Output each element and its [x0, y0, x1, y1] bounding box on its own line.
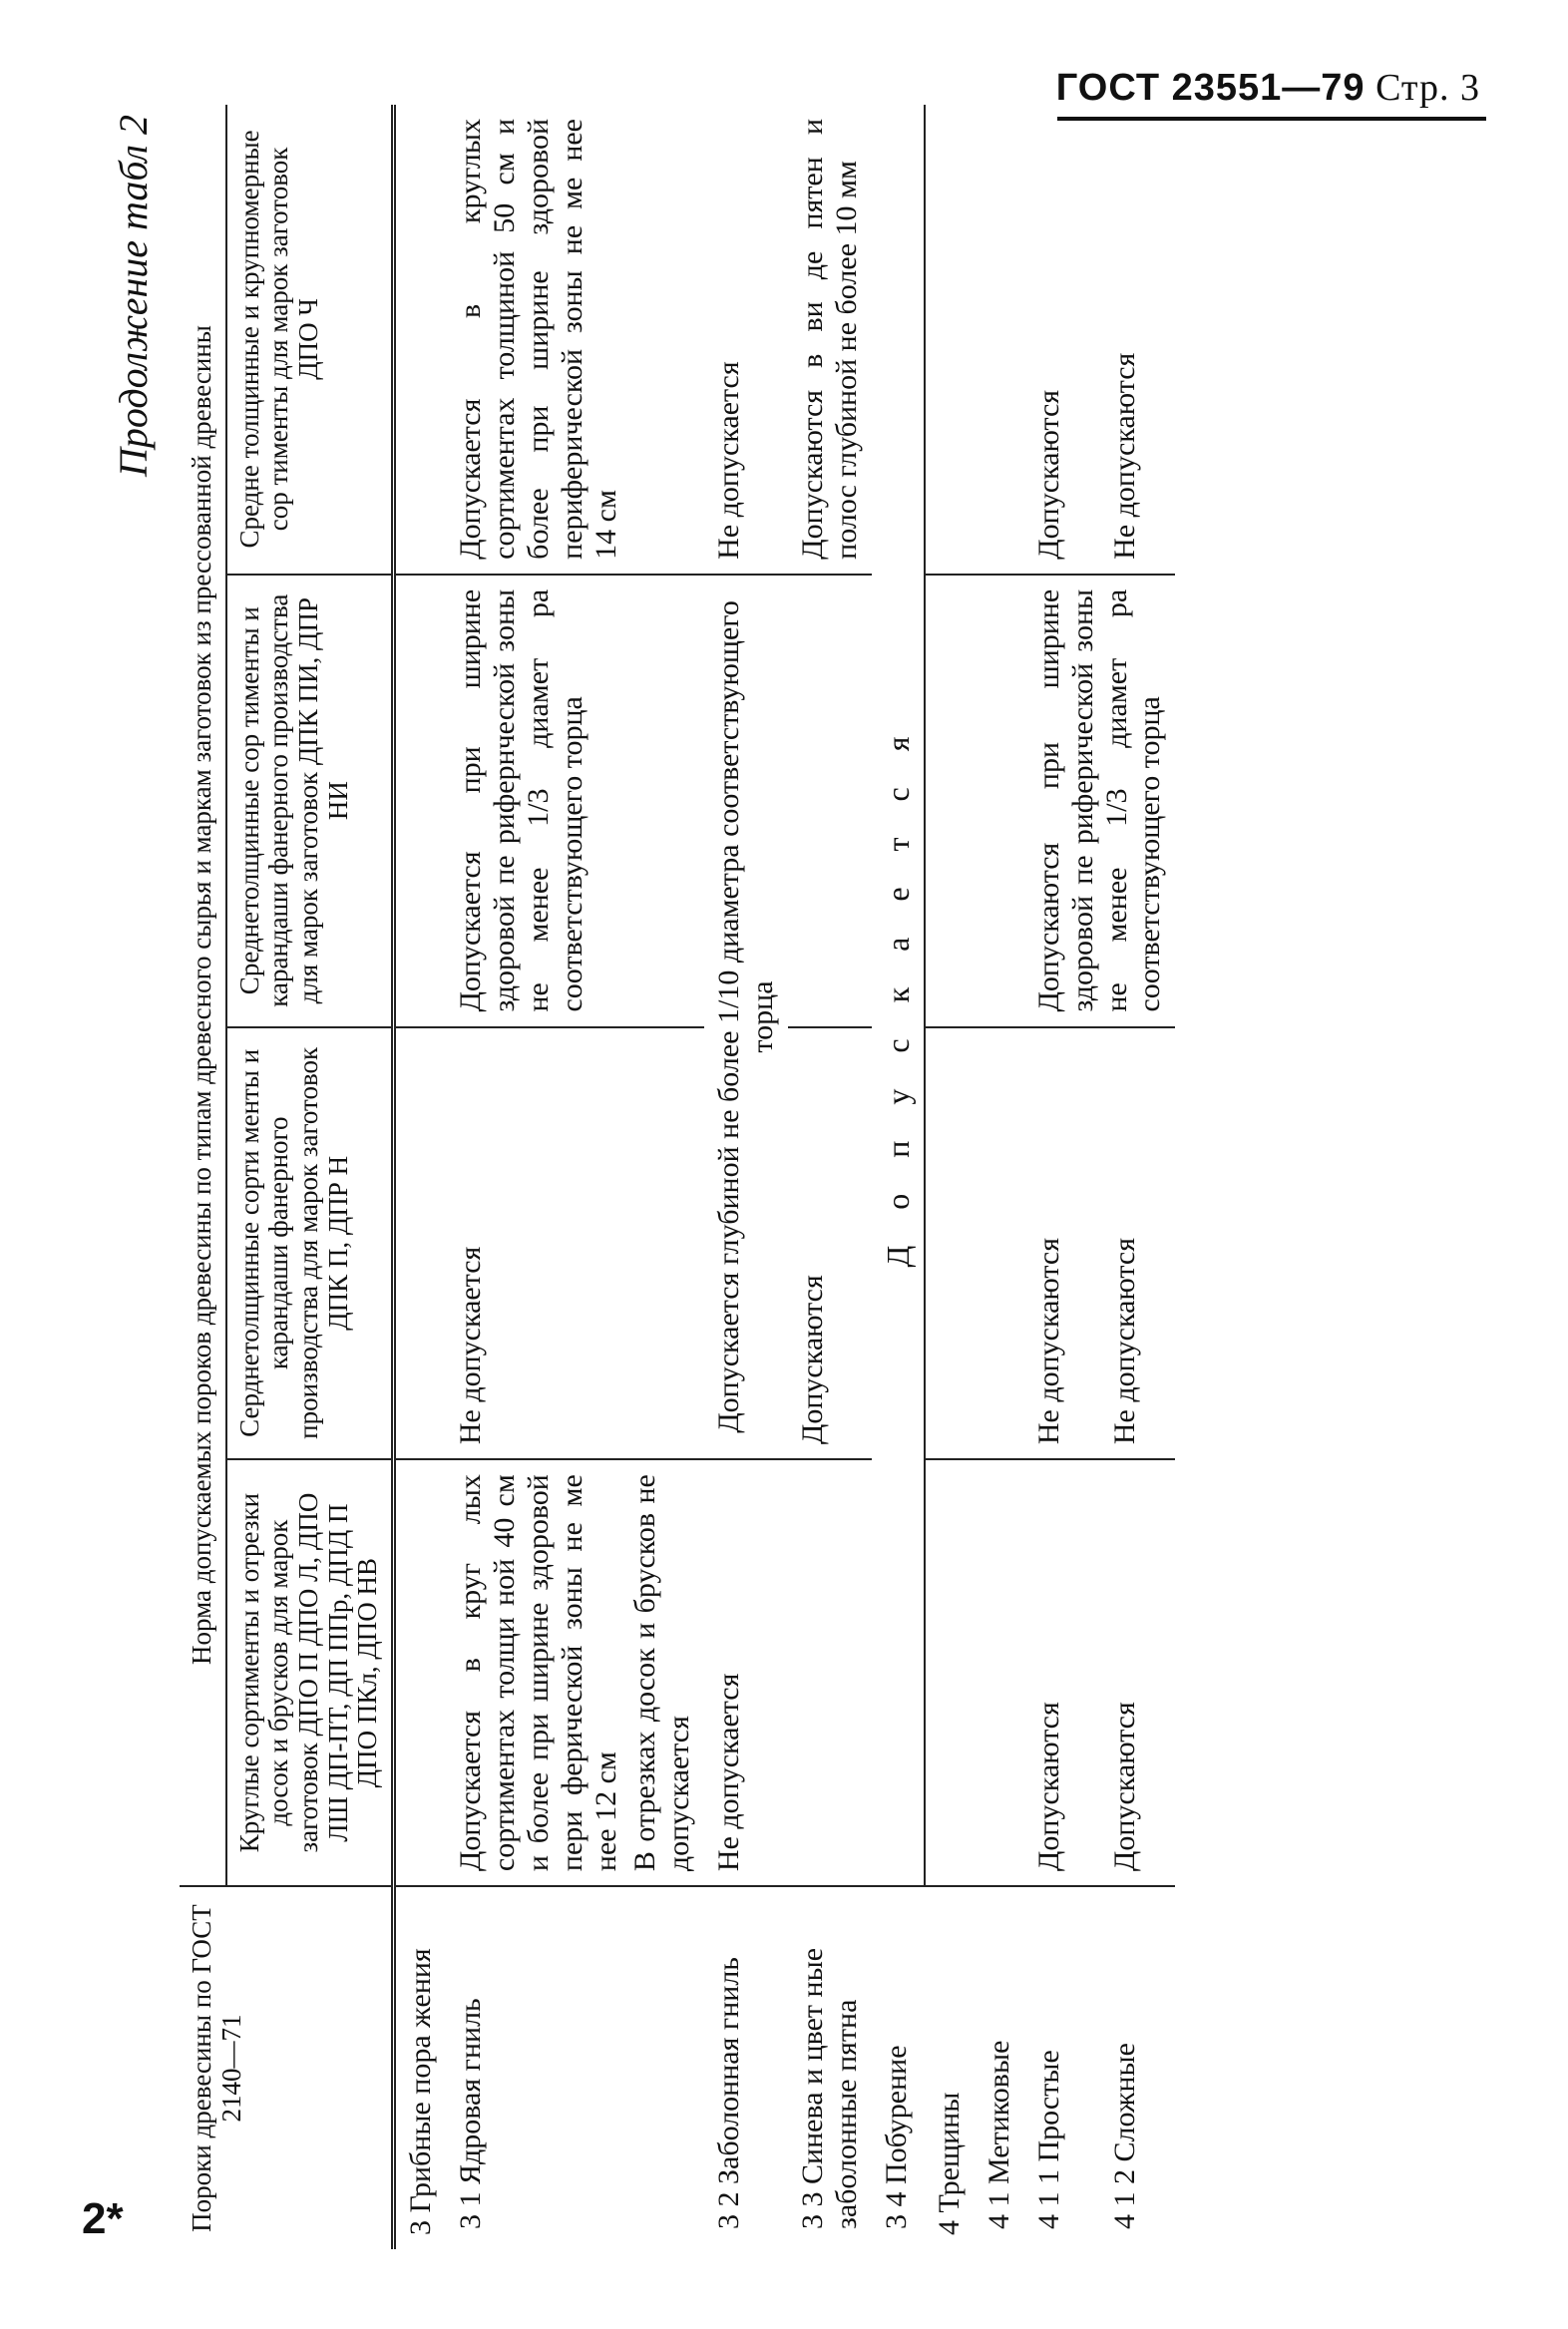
- defect-label: 3 3 Синева и цвет ные заболонные пятна: [796, 1947, 863, 2229]
- table-cell: Допускаются: [1100, 1459, 1176, 1886]
- table-cell: Не допускаются: [1024, 1027, 1100, 1460]
- table-cell: Не допускаются: [1100, 1027, 1176, 1460]
- defect-label: 3 4 Побурение: [879, 2045, 913, 2229]
- table-cell: Не допускается: [704, 1459, 788, 1886]
- table-caption: Продолжение табл 2: [111, 115, 156, 478]
- table-cell: Не допускаются: [1100, 105, 1176, 575]
- defect-label: 3 1 Ядровая гниль: [454, 1998, 488, 2229]
- defects-table: [180, 105, 1175, 2249]
- col-header-2: Серднетолщинные сорти менты и карандаши фанерного производства для марок заготовок ДПК П, ДПР Н: [226, 1027, 394, 1460]
- defect-label: 3 2 Заболонная гниль: [712, 1957, 746, 2229]
- table-cell: Допускаются при ширине здоровой пе риферической зоны не менее 1/3 диамет ра соответствующего торца: [1024, 575, 1176, 1027]
- table-cell: Допускаются в ви де пятен и полос глубиной не более 10 мм: [788, 105, 872, 575]
- table-row: [975, 105, 1024, 2249]
- defect-label: 4 Трещины: [932, 2092, 966, 2235]
- table-cell: [446, 1459, 704, 1886]
- page-header: [1056, 66, 1480, 110]
- table-row: [446, 105, 704, 2249]
- table-row: [1024, 105, 1100, 2249]
- table-row: [1100, 105, 1176, 2249]
- table-cell: Допускаются: [1024, 105, 1100, 575]
- table-row: [872, 105, 925, 2249]
- cell-text: В отрезках досок и брусков не допускается: [628, 1474, 696, 1872]
- table-row: [394, 105, 446, 2249]
- table-cell: Допускается в круглых сортиментах толщиной 50 см и более при ширине здоровой периферической зоны не ме нее 14 см: [446, 105, 704, 575]
- table-row: [788, 105, 872, 2249]
- defect-label: 3 Грибные пора жения: [404, 1948, 438, 2235]
- table-cell: Не допускается: [704, 105, 788, 575]
- table-row: [925, 105, 975, 2249]
- table-cell: Допускаются: [788, 1027, 872, 1460]
- defect-label: 4 1 2 Сложные: [1107, 2043, 1141, 2229]
- col-header-defects: Пороки древесины по ГОСТ 2140—71: [180, 1886, 394, 2249]
- col-header-1: Круглые сортименты и отрезки досок и брусков для марок заготовок ДПО П ДПО Л, ДПО ЛШ ДП-ПТ, ДП ППр, ДПД П ДПО ПКл, ДПО НВ: [226, 1459, 394, 1886]
- defect-label: 4 1 1 Простые: [1031, 2050, 1065, 2229]
- table-cell: Допускаются: [1024, 1459, 1100, 1886]
- signature-mark: 2*: [82, 2194, 124, 2243]
- page-number: Стр. 3: [1375, 67, 1480, 109]
- rotated-table-block: [110, 105, 1466, 2249]
- table-cell: Допускается глубиной не более 1/10 диаметра соответствующего торца: [704, 575, 788, 1459]
- col-header-4: Средне толщинные и крупномерные сор тименты для марок заготовок ДПО Ч: [226, 105, 394, 575]
- table-cell: Допускается при ширине здоровой пе рифернческой зоны не менее 1/3 диамет ра соответствующего торца: [446, 575, 704, 1027]
- defect-label: 4 1 Метиковые: [981, 2040, 1015, 2229]
- table-cell: Д о п у с к а е т с я: [872, 105, 925, 1886]
- standard-number: ГОСТ 23551—79: [1055, 67, 1366, 109]
- table-row: [704, 105, 788, 2249]
- group-header: Норма допускаемых пороков древесины по типам древесного сырья и маркам заготовок из прессованной древесины: [180, 105, 226, 1886]
- table-cell: Не допускается: [446, 1027, 704, 1460]
- col-header-3: Среднетолщинные сор тименты и карандаши фанерного производства для марок заготовок ДПК ПИ, ДПР НИ: [226, 575, 394, 1027]
- cell-text: Допускается в круг лых сортиментах толщи ной 40 см и более при ширине здоровой пери ферической зоны не ме нее 12 см: [454, 1474, 622, 1872]
